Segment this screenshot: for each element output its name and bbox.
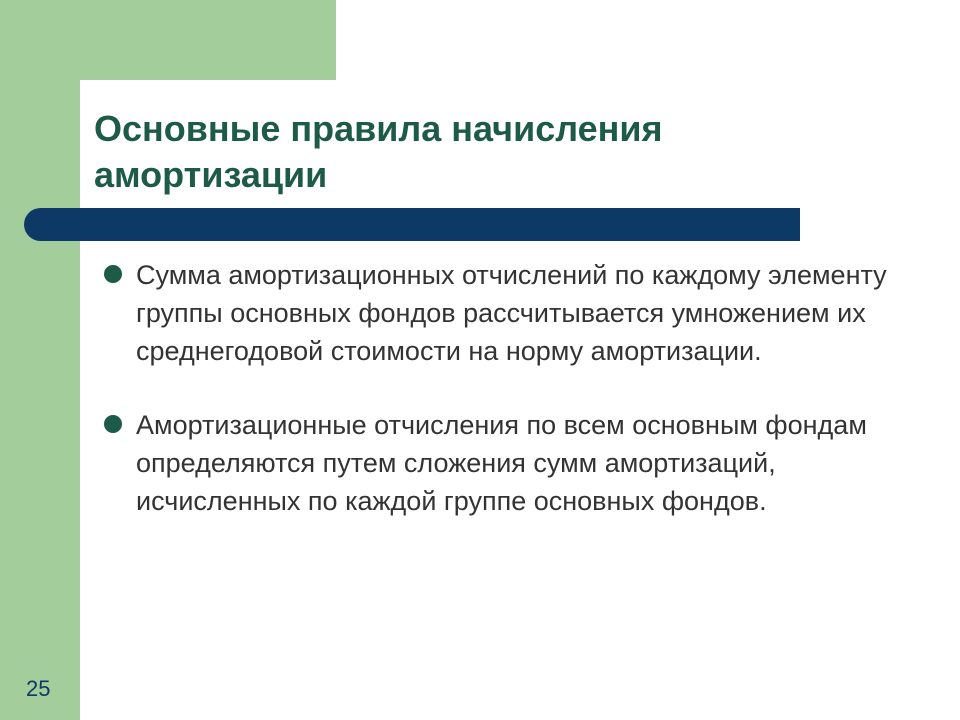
bullet-list	[104, 256, 904, 556]
title-underline-bar	[24, 208, 800, 241]
bullet-text-1: Сумма амортизационных отчислений по каждому элементу группы основных фондов рассчитывается умножением их среднегодовой стоимости на норму амортизации.	[136, 260, 887, 366]
slide-title: Основные правила начисления амортизации	[94, 108, 663, 195]
slide-number: 25	[26, 676, 51, 701]
bullet-item-1	[104, 256, 904, 370]
bullet-item-2	[104, 406, 904, 520]
bullet-text-2: Амортизационные отчисления по всем основным фондам определяются путем сложения сумм амортизаций, исчисленных по каждой группе основных фондов.	[136, 410, 867, 516]
top-decoration	[80, 0, 336, 80]
bullet-dot-icon	[104, 415, 122, 433]
sidebar-decoration	[0, 0, 80, 720]
bullet-dot-icon	[104, 265, 122, 283]
